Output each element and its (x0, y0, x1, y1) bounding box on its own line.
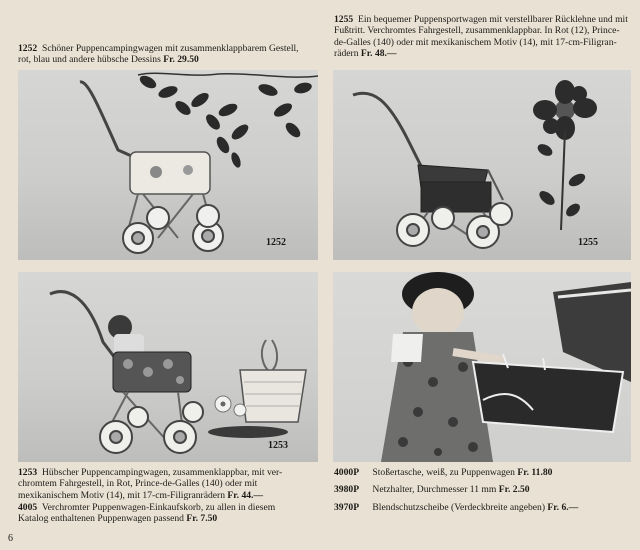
item-description: de-Galles (140) oder mit mexikanischem Motiv (14), mit 17-cm-Filigran- (334, 36, 617, 48)
caption-4005 (18, 502, 323, 525)
photo-1252 (18, 70, 318, 260)
item-price: Fr. 2.50 (498, 484, 530, 496)
photo-number: 1255 (578, 237, 598, 248)
item-description: Fußtritt. Verchromtes Fahrgestell, zusammenklappbar. In Rot (12), Prince- (334, 25, 620, 37)
doll-stroller-basket-illustration (18, 272, 318, 462)
item-description: Verchromter Puppenwagen-Einkaufskorb, zu allen in diesem (41, 502, 276, 513)
item-description: Stoßertasche, weiß, zu Puppenwagen (372, 467, 515, 478)
item-description: mexikanischem Motiv (14), mit 17-cm-Filigranrädern (18, 489, 226, 501)
photo-1255 (333, 70, 631, 260)
page-number: 6 (8, 533, 13, 544)
item-code: 1255 (334, 14, 354, 25)
item-description: Schöner Puppencampingwagen mit zusammenklappbarem Gestell, (41, 43, 299, 54)
item-code: 3980P (334, 484, 360, 496)
item-description: Blendschutzscheibe (Verdeckbreite angeben) (372, 501, 546, 513)
item-code: 4005 (18, 502, 38, 513)
caption-1255 (334, 14, 634, 60)
girl-with-stroller-bag-illustration (333, 272, 631, 462)
item-code: 1252 (18, 43, 38, 54)
accessories-list (334, 467, 634, 513)
caption-1252 (18, 43, 318, 66)
item-description: Hübscher Puppencampingwagen, zusammenklappbar, mit ver- (41, 467, 283, 478)
item-description: Netzhalter, Durchmesser 11 mm (372, 484, 497, 496)
item-price: Fr. 6.— (547, 501, 579, 513)
photo-number: 1253 (268, 440, 288, 451)
item-code: 3970P (334, 501, 360, 513)
accessory-row (334, 484, 634, 495)
doll-sport-stroller-illustration (333, 70, 631, 260)
item-price: Fr. 11.80 (517, 467, 553, 478)
photo-1253 (18, 272, 318, 462)
item-description: rädern (334, 48, 359, 60)
accessory-row (334, 502, 634, 513)
item-price: Fr. 7.50 (186, 513, 218, 525)
item-price: Fr. 44.— (227, 489, 264, 501)
item-price: Fr. 48.— (360, 48, 397, 60)
item-description: chromtem Fahrgestell, in Rot, Prince-de-Galles (140) oder mit (18, 478, 258, 490)
photo-accessories (333, 272, 631, 462)
caption-1253 (18, 467, 323, 501)
item-price: Fr. 29.50 (163, 54, 199, 66)
item-code: 4000P (334, 467, 360, 478)
item-description: rot, blau und andere hübsche Dessins (18, 54, 161, 66)
photo-number: 1252 (266, 237, 286, 248)
item-code: 1253 (18, 467, 38, 478)
doll-camping-stroller-illustration (18, 70, 318, 260)
item-description: Ein bequemer Puppensportwagen mit verstellbarer Rücklehne und mit (357, 14, 628, 25)
accessory-row (334, 467, 634, 478)
item-description: Katalog enthaltenen Puppenwagen passend (18, 513, 184, 525)
